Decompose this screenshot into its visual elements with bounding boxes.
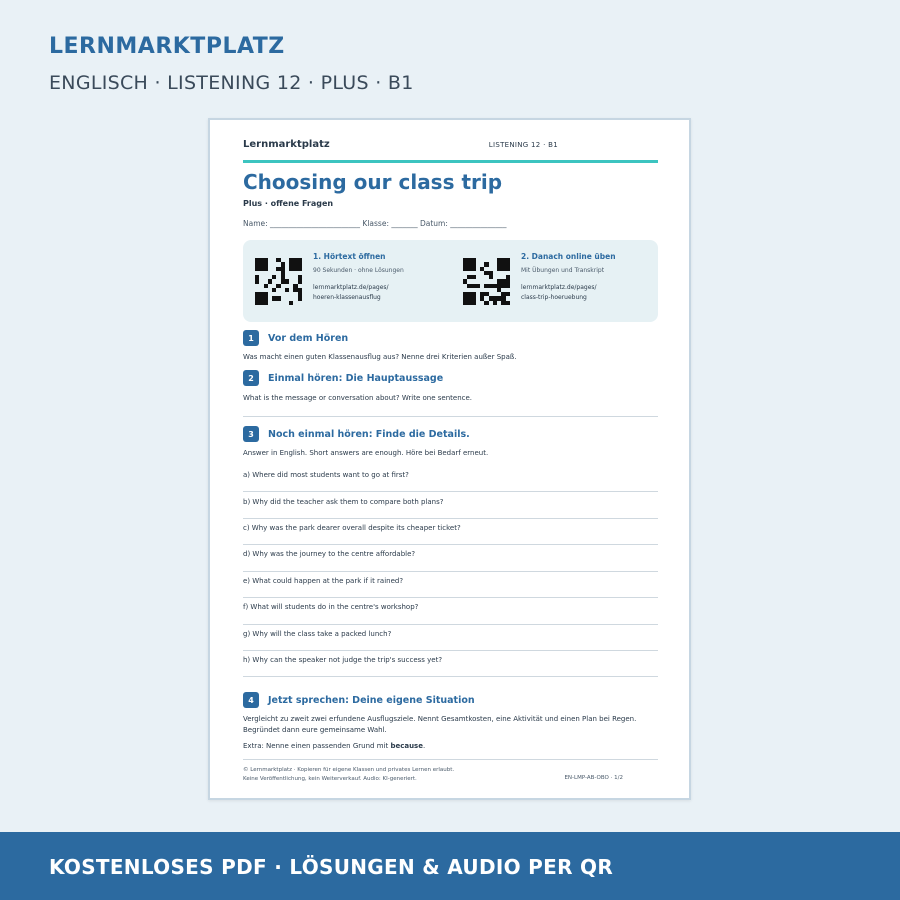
qr-code-icon[interactable]	[255, 258, 302, 305]
footer-code: EN-LMP-AB-OBO · 1/2	[564, 775, 623, 781]
section-1-heading	[243, 330, 348, 346]
extra-keyword: because	[390, 742, 423, 750]
answer-line	[243, 676, 658, 677]
extra-prefix: Extra: Nenne einen passenden Grund mit	[243, 742, 391, 750]
question-item: e) What could happen at the park if it rained?	[243, 577, 404, 585]
section-4-extra	[243, 741, 663, 752]
footer-rule	[243, 759, 658, 760]
section-2-heading	[243, 370, 443, 386]
doc-title: Choosing our class trip	[243, 170, 503, 194]
banner-text: KOSTENLOSES PDF · LÖSUNGEN & AUDIO PER QR	[49, 855, 614, 879]
question-item: a) Where did most students want to go at first?	[243, 471, 409, 479]
answer-line	[243, 416, 658, 417]
qr-title: 1. Hörtext öffnen	[313, 252, 386, 261]
section-3-text: Answer in English. Short answers are enough. Höre bei Bedarf erneut.	[243, 449, 489, 457]
question-item: d) Why was the journey to the centre affordable?	[243, 550, 416, 558]
header-rule	[243, 160, 658, 163]
brand-title: LERNMARKTPLATZ	[49, 34, 285, 59]
doc-subtitle: Plus · offene Fragen	[243, 199, 334, 208]
answer-line	[243, 544, 658, 545]
qr-note: 90 Sekunden · ohne Lösungen	[313, 267, 404, 274]
answer-line	[243, 650, 658, 651]
section-1-text: Was macht einen guten Klassenausflug aus? Nenne drei Kriterien außer Spaß.	[243, 353, 517, 361]
qr-url	[521, 283, 661, 303]
doc-brand: Lernmarktplatz	[243, 139, 330, 150]
worksheet-preview	[208, 118, 691, 800]
section-4-heading	[243, 692, 475, 708]
qr-url-line: hoeren-klassenausflug	[313, 294, 381, 301]
section-title: Jetzt sprechen: Deine eigene Situation	[268, 694, 475, 706]
name-row: Name: ________________________ Klasse: _______ Datum: _______________	[243, 219, 507, 228]
extra-suffix: .	[422, 742, 426, 750]
qr-url-line: lernmarktplatz.de/pages/	[313, 284, 389, 291]
section-number-badge: 4	[243, 692, 259, 708]
question-item: h) Why can the speaker not judge the trip's success yet?	[243, 656, 443, 664]
answer-line	[243, 624, 658, 625]
section-title: Noch einmal hören: Finde die Details.	[268, 428, 470, 440]
question-item: f) What will students do in the centre's workshop?	[243, 603, 419, 611]
qr-url	[313, 283, 453, 303]
section-number-badge: 3	[243, 426, 259, 442]
qr-url-line: class-trip-hoeruebung	[521, 294, 587, 301]
doc-footer	[243, 766, 454, 784]
answer-line	[243, 597, 658, 598]
section-number-badge: 2	[243, 370, 259, 386]
qr-box	[243, 240, 658, 322]
product-subtitle: ENGLISCH · LISTENING 12 · PLUS · B1	[49, 72, 414, 94]
question-item: c) Why was the park dearer overall despite its cheaper ticket?	[243, 524, 461, 532]
qr-url-line: lernmarktplatz.de/pages/	[521, 284, 597, 291]
qr-note: Mit Übungen und Transkript	[521, 267, 605, 274]
answer-line	[243, 571, 658, 572]
section-title: Einmal hören: Die Hauptaussage	[268, 372, 444, 384]
section-4-text: Vergleicht zu zweit zwei erfundene Ausflugsziele. Nennt Gesamtkosten, eine Aktivität und einen Plan bei Regen. Begründet dann eure gemeinsame Wahl.	[243, 715, 637, 734]
section-2-text: What is the message or conversation about? Write one sentence.	[243, 394, 473, 402]
answer-line	[243, 491, 658, 492]
section-title: Vor dem Hören	[268, 332, 349, 344]
section-number-badge: 1	[243, 330, 259, 346]
footer-license: Keine Veröffentlichung, kein Weiterverkauf. Audio: KI-generiert.	[243, 776, 417, 782]
question-item: b) Why did the teacher ask them to compare both plans?	[243, 498, 444, 506]
qr-code-icon[interactable]	[463, 258, 510, 305]
qr-title: 2. Danach online üben	[521, 252, 616, 261]
bottom-banner	[0, 832, 900, 900]
doc-level: LISTENING 12 · B1	[488, 141, 558, 149]
section-3-heading	[243, 426, 470, 442]
question-item: g) Why will the class take a packed lunch?	[243, 630, 392, 638]
answer-line	[243, 518, 658, 519]
doc-header	[243, 139, 658, 150]
footer-copyright: © Lernmarktplatz · Kopieren für eigene Klassen und privates Lernen erlaubt.	[243, 767, 455, 773]
